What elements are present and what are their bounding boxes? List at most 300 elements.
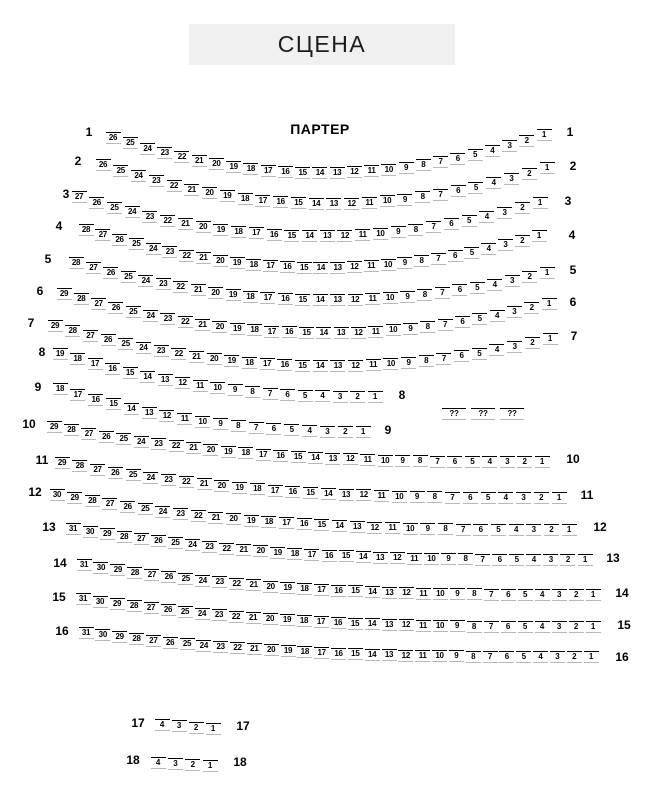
seat-6-4[interactable]: 4 bbox=[490, 310, 505, 322]
seat-11-5[interactable]: 5 bbox=[481, 492, 496, 504]
seat-7-22[interactable]: 22 bbox=[171, 348, 186, 360]
seat-2-8[interactable]: 8 bbox=[415, 191, 430, 203]
seat-9-16[interactable]: 16 bbox=[88, 394, 103, 406]
seat-2-6[interactable]: 6 bbox=[451, 185, 466, 197]
seat-10-6[interactable]: 6 bbox=[447, 456, 462, 468]
seat-2-16[interactable]: 16 bbox=[273, 196, 288, 208]
seat-13-7[interactable]: 7 bbox=[475, 554, 490, 566]
seat-18-2[interactable]: 2 bbox=[185, 759, 200, 771]
seat-12-29[interactable]: 29 bbox=[67, 492, 82, 504]
seat-7-23[interactable]: 23 bbox=[154, 345, 169, 357]
seat-13-8[interactable]: 8 bbox=[458, 553, 473, 565]
seat-9-8[interactable]: 8 bbox=[231, 420, 246, 432]
seat-11-10[interactable]: 10 bbox=[392, 491, 407, 503]
seat-3-6[interactable]: 6 bbox=[444, 218, 459, 230]
seat-8-18[interactable]: 18 bbox=[70, 353, 85, 365]
seat-10-1[interactable]: 1 bbox=[535, 456, 550, 468]
seat-15-18[interactable]: 18 bbox=[297, 615, 312, 627]
seat-13-18[interactable]: 18 bbox=[287, 548, 302, 560]
seat-5-17[interactable]: 17 bbox=[260, 292, 275, 304]
seat-2-15[interactable]: 15 bbox=[291, 197, 306, 209]
seat-7-25[interactable]: 25 bbox=[118, 338, 133, 350]
seat-16-23[interactable]: 23 bbox=[213, 641, 228, 653]
seat-6-3[interactable]: 3 bbox=[507, 306, 522, 318]
seat-2-10[interactable]: 10 bbox=[380, 195, 395, 207]
seat-9-11[interactable]: 11 bbox=[177, 413, 192, 425]
seat-1-10[interactable]: 10 bbox=[381, 164, 396, 176]
seat-11-26[interactable]: 26 bbox=[108, 467, 123, 479]
seat-14-5[interactable]: 5 bbox=[518, 589, 533, 601]
seat-7-5[interactable]: 5 bbox=[472, 348, 487, 360]
seat-1-16[interactable]: 16 bbox=[278, 166, 293, 178]
seat-12-5[interactable]: 5 bbox=[491, 524, 506, 536]
seat-5-26[interactable]: 26 bbox=[103, 267, 118, 279]
seat-4-10[interactable]: 10 bbox=[381, 259, 396, 271]
seat-3-7[interactable]: 7 bbox=[426, 221, 441, 233]
seat-14-19[interactable]: 19 bbox=[280, 582, 295, 594]
seat-15-16[interactable]: 16 bbox=[331, 617, 346, 629]
seat-4-3[interactable]: 3 bbox=[498, 239, 513, 251]
seat-6-2[interactable]: 2 bbox=[524, 302, 539, 314]
seat-9-5[interactable]: 5 bbox=[284, 424, 299, 436]
seat-11-2[interactable]: 2 bbox=[534, 492, 549, 504]
seat-2-19[interactable]: 19 bbox=[220, 190, 235, 202]
seat-5-22[interactable]: 22 bbox=[173, 281, 188, 293]
seat-5-12[interactable]: 12 bbox=[348, 294, 363, 306]
seat-8-3[interactable]: 3 bbox=[333, 391, 348, 403]
seat-4-22[interactable]: 22 bbox=[179, 250, 194, 262]
seat-4-25[interactable]: 25 bbox=[129, 238, 144, 250]
seat-1-20[interactable]: 20 bbox=[209, 158, 224, 170]
seat-4-28[interactable]: 28 bbox=[79, 224, 94, 236]
seat-7-2[interactable]: 2 bbox=[525, 337, 540, 349]
seat-2-20[interactable]: 20 bbox=[202, 187, 217, 199]
seat-13-17[interactable]: 17 bbox=[304, 549, 319, 561]
seat-5-24[interactable]: 24 bbox=[138, 275, 153, 287]
seat-3-27[interactable]: 27 bbox=[72, 191, 87, 203]
seat-16-12[interactable]: 12 bbox=[398, 650, 413, 662]
seat-5-1[interactable]: 1 bbox=[540, 267, 555, 279]
seat-12-11[interactable]: 11 bbox=[385, 522, 400, 534]
seat-15-24[interactable]: 24 bbox=[195, 608, 210, 620]
seat-14-10[interactable]: 10 bbox=[433, 588, 448, 600]
seat-9-3[interactable]: 3 bbox=[320, 426, 335, 438]
seat-2-22[interactable]: 22 bbox=[167, 180, 182, 192]
seat-10-10[interactable]: 10 bbox=[378, 455, 393, 467]
seat-9-18[interactable]: 18 bbox=[53, 383, 68, 395]
seat-16-6[interactable]: 6 bbox=[499, 651, 514, 663]
seat-6-13[interactable]: 13 bbox=[334, 327, 349, 339]
seat-4-27[interactable]: 27 bbox=[95, 229, 110, 241]
seat-3-5[interactable]: 5 bbox=[462, 215, 477, 227]
seat-13-20[interactable]: 20 bbox=[253, 545, 268, 557]
seat-1-13[interactable]: 13 bbox=[330, 167, 345, 179]
seat-8-11[interactable]: 11 bbox=[193, 380, 208, 392]
seat-1-15[interactable]: 15 bbox=[295, 167, 310, 179]
seat-2-18[interactable]: 18 bbox=[238, 193, 253, 205]
seat-3-21[interactable]: 21 bbox=[178, 218, 193, 230]
seat-16-19[interactable]: 19 bbox=[281, 645, 296, 657]
seat-11-7[interactable]: 7 bbox=[445, 492, 460, 504]
seat-unknown-1[interactable]: ?? bbox=[442, 408, 466, 420]
seat-16-24[interactable]: 24 bbox=[196, 640, 211, 652]
seat-5-27[interactable]: 27 bbox=[86, 262, 101, 274]
seat-14-14[interactable]: 14 bbox=[365, 586, 380, 598]
seat-6-14[interactable]: 14 bbox=[316, 327, 331, 339]
seat-1-9[interactable]: 9 bbox=[399, 162, 414, 174]
seat-11-3[interactable]: 3 bbox=[516, 492, 531, 504]
seat-10-16[interactable]: 16 bbox=[273, 450, 288, 462]
seat-4-6[interactable]: 6 bbox=[448, 250, 463, 262]
seat-16-18[interactable]: 18 bbox=[297, 646, 312, 658]
seat-16-25[interactable]: 25 bbox=[180, 638, 195, 650]
seat-2-25[interactable]: 25 bbox=[113, 165, 128, 177]
seat-7-24[interactable]: 24 bbox=[136, 342, 151, 354]
seat-13-19[interactable]: 19 bbox=[270, 547, 285, 559]
seat-5-11[interactable]: 11 bbox=[365, 293, 380, 305]
seat-6-22[interactable]: 22 bbox=[178, 316, 193, 328]
seat-4-14[interactable]: 14 bbox=[313, 262, 328, 274]
seat-4-1[interactable]: 1 bbox=[532, 230, 547, 242]
seat-12-19[interactable]: 19 bbox=[244, 515, 259, 527]
seat-3-17[interactable]: 17 bbox=[249, 227, 264, 239]
seat-14-16[interactable]: 16 bbox=[331, 585, 346, 597]
seat-2-24[interactable]: 24 bbox=[131, 170, 146, 182]
seat-10-2[interactable]: 2 bbox=[517, 456, 532, 468]
seat-11-20[interactable]: 20 bbox=[214, 480, 229, 492]
seat-12-4[interactable]: 4 bbox=[509, 524, 524, 536]
seat-14-7[interactable]: 7 bbox=[484, 589, 499, 601]
seat-14-6[interactable]: 6 bbox=[501, 589, 516, 601]
seat-4-24[interactable]: 24 bbox=[146, 243, 161, 255]
seat-13-22[interactable]: 22 bbox=[219, 543, 234, 555]
seat-13-14[interactable]: 14 bbox=[356, 551, 371, 563]
seat-14-1[interactable]: 1 bbox=[586, 589, 601, 601]
seat-13-2[interactable]: 2 bbox=[560, 554, 575, 566]
seat-14-27[interactable]: 27 bbox=[144, 569, 159, 581]
seat-2-23[interactable]: 23 bbox=[149, 175, 164, 187]
seat-4-21[interactable]: 21 bbox=[196, 252, 211, 264]
seat-3-24[interactable]: 24 bbox=[125, 206, 140, 218]
seat-9-4[interactable]: 4 bbox=[302, 425, 317, 437]
seat-14-9[interactable]: 9 bbox=[450, 588, 465, 600]
seat-11-18[interactable]: 18 bbox=[250, 483, 265, 495]
seat-16-20[interactable]: 20 bbox=[264, 644, 279, 656]
seat-2-9[interactable]: 9 bbox=[397, 194, 412, 206]
seat-7-6[interactable]: 6 bbox=[454, 350, 469, 362]
seat-18-4[interactable]: 4 bbox=[151, 757, 166, 769]
seat-5-25[interactable]: 25 bbox=[121, 271, 136, 283]
seat-15-17[interactable]: 17 bbox=[314, 616, 329, 628]
seat-10-9[interactable]: 9 bbox=[395, 455, 410, 467]
seat-16-26[interactable]: 26 bbox=[163, 637, 178, 649]
seat-7-8[interactable]: 8 bbox=[419, 355, 434, 367]
seat-11-9[interactable]: 9 bbox=[410, 491, 425, 503]
seat-12-30[interactable]: 30 bbox=[50, 489, 65, 501]
seat-15-29[interactable]: 29 bbox=[110, 598, 125, 610]
seat-12-6[interactable]: 6 bbox=[473, 524, 488, 536]
seat-16-30[interactable]: 30 bbox=[95, 629, 110, 641]
seat-8-7[interactable]: 7 bbox=[263, 388, 278, 400]
seat-1-25[interactable]: 25 bbox=[123, 137, 138, 149]
seat-14-24[interactable]: 24 bbox=[195, 575, 210, 587]
seat-1-23[interactable]: 23 bbox=[157, 147, 172, 159]
seat-9-9[interactable]: 9 bbox=[213, 418, 228, 430]
seat-15-31[interactable]: 31 bbox=[76, 593, 91, 605]
seat-11-15[interactable]: 15 bbox=[303, 487, 318, 499]
seat-12-25[interactable]: 25 bbox=[138, 503, 153, 515]
seat-8-14[interactable]: 14 bbox=[140, 371, 155, 383]
seat-5-15[interactable]: 15 bbox=[295, 294, 310, 306]
seat-14-12[interactable]: 12 bbox=[399, 587, 414, 599]
seat-8-13[interactable]: 13 bbox=[158, 374, 173, 386]
seat-14-4[interactable]: 4 bbox=[535, 589, 550, 601]
seat-11-13[interactable]: 13 bbox=[339, 489, 354, 501]
seat-7-27[interactable]: 27 bbox=[83, 330, 98, 342]
seat-4-13[interactable]: 13 bbox=[330, 262, 345, 274]
seat-3-20[interactable]: 20 bbox=[196, 221, 211, 233]
seat-7-4[interactable]: 4 bbox=[489, 344, 504, 356]
seat-7-9[interactable]: 9 bbox=[401, 357, 416, 369]
seat-10-18[interactable]: 18 bbox=[238, 447, 253, 459]
seat-14-28[interactable]: 28 bbox=[127, 567, 142, 579]
seat-7-19[interactable]: 19 bbox=[224, 355, 239, 367]
seat-5-6[interactable]: 6 bbox=[452, 284, 467, 296]
seat-3-8[interactable]: 8 bbox=[408, 224, 423, 236]
seat-5-10[interactable]: 10 bbox=[383, 292, 398, 304]
seat-16-31[interactable]: 31 bbox=[79, 627, 94, 639]
seat-16-29[interactable]: 29 bbox=[112, 631, 127, 643]
seat-4-12[interactable]: 12 bbox=[347, 261, 362, 273]
seat-11-19[interactable]: 19 bbox=[232, 482, 247, 494]
seat-16-5[interactable]: 5 bbox=[516, 651, 531, 663]
seat-6-5[interactable]: 5 bbox=[472, 313, 487, 325]
seat-7-21[interactable]: 21 bbox=[189, 351, 204, 363]
seat-1-14[interactable]: 14 bbox=[312, 167, 327, 179]
seat-13-12[interactable]: 12 bbox=[390, 552, 405, 564]
seat-1-6[interactable]: 6 bbox=[450, 153, 465, 165]
seat-10-21[interactable]: 21 bbox=[186, 442, 201, 454]
seat-5-21[interactable]: 21 bbox=[191, 284, 206, 296]
seat-15-15[interactable]: 15 bbox=[348, 618, 363, 630]
seat-1-5[interactable]: 5 bbox=[468, 149, 483, 161]
seat-10-17[interactable]: 17 bbox=[256, 449, 271, 461]
seat-6-12[interactable]: 12 bbox=[351, 327, 366, 339]
seat-12-22[interactable]: 22 bbox=[191, 510, 206, 522]
seat-11-25[interactable]: 25 bbox=[126, 469, 141, 481]
seat-15-10[interactable]: 10 bbox=[433, 620, 448, 632]
seat-7-16[interactable]: 16 bbox=[277, 359, 292, 371]
seat-16-1[interactable]: 1 bbox=[584, 651, 599, 663]
seat-10-19[interactable]: 19 bbox=[221, 446, 236, 458]
seat-7-12[interactable]: 12 bbox=[348, 360, 363, 372]
seat-18-1[interactable]: 1 bbox=[203, 760, 218, 772]
seat-10-8[interactable]: 8 bbox=[413, 455, 428, 467]
seat-13-26[interactable]: 26 bbox=[151, 535, 166, 547]
seat-5-4[interactable]: 4 bbox=[487, 279, 502, 291]
seat-4-16[interactable]: 16 bbox=[280, 261, 295, 273]
seat-unknown-2[interactable]: ?? bbox=[471, 408, 495, 420]
seat-3-25[interactable]: 25 bbox=[107, 202, 122, 214]
seat-6-9[interactable]: 9 bbox=[403, 323, 418, 335]
seat-6-11[interactable]: 11 bbox=[368, 326, 383, 338]
seat-13-27[interactable]: 27 bbox=[134, 533, 149, 545]
seat-15-8[interactable]: 8 bbox=[467, 621, 482, 633]
seat-13-31[interactable]: 31 bbox=[66, 523, 81, 535]
seat-11-22[interactable]: 22 bbox=[179, 476, 194, 488]
seat-15-28[interactable]: 28 bbox=[127, 600, 142, 612]
seat-8-1[interactable]: 1 bbox=[368, 391, 383, 403]
seat-12-13[interactable]: 13 bbox=[350, 521, 365, 533]
seat-7-1[interactable]: 1 bbox=[543, 333, 558, 345]
seat-11-12[interactable]: 12 bbox=[356, 489, 371, 501]
seat-14-2[interactable]: 2 bbox=[569, 589, 584, 601]
seat-2-14[interactable]: 14 bbox=[309, 198, 324, 210]
seat-6-20[interactable]: 20 bbox=[212, 321, 227, 333]
seat-6-29[interactable]: 29 bbox=[57, 288, 72, 300]
seat-7-14[interactable]: 14 bbox=[313, 360, 328, 372]
seat-12-21[interactable]: 21 bbox=[208, 512, 223, 524]
seat-17-2[interactable]: 2 bbox=[189, 722, 204, 734]
seat-18-3[interactable]: 3 bbox=[168, 758, 183, 770]
seat-10-26[interactable]: 26 bbox=[99, 431, 114, 443]
seat-8-6[interactable]: 6 bbox=[280, 389, 295, 401]
seat-2-4[interactable]: 4 bbox=[486, 177, 501, 189]
seat-14-17[interactable]: 17 bbox=[314, 584, 329, 596]
seat-6-24[interactable]: 24 bbox=[143, 310, 158, 322]
seat-5-3[interactable]: 3 bbox=[505, 275, 520, 287]
seat-13-5[interactable]: 5 bbox=[509, 554, 524, 566]
seat-16-11[interactable]: 11 bbox=[415, 650, 430, 662]
seat-16-16[interactable]: 16 bbox=[331, 648, 346, 660]
seat-14-23[interactable]: 23 bbox=[212, 576, 227, 588]
seat-8-16[interactable]: 16 bbox=[105, 363, 120, 375]
seat-17-4[interactable]: 4 bbox=[155, 719, 170, 731]
seat-9-7[interactable]: 7 bbox=[249, 422, 264, 434]
seat-11-8[interactable]: 8 bbox=[427, 491, 442, 503]
seat-2-13[interactable]: 13 bbox=[326, 198, 341, 210]
seat-15-22[interactable]: 22 bbox=[229, 611, 244, 623]
seat-13-29[interactable]: 29 bbox=[100, 528, 115, 540]
seat-14-18[interactable]: 18 bbox=[297, 583, 312, 595]
seat-3-13[interactable]: 13 bbox=[320, 230, 335, 242]
seat-1-24[interactable]: 24 bbox=[140, 143, 155, 155]
seat-7-7[interactable]: 7 bbox=[436, 353, 451, 365]
seat-10-15[interactable]: 15 bbox=[291, 451, 306, 463]
seat-10-25[interactable]: 25 bbox=[116, 433, 131, 445]
seat-10-12[interactable]: 12 bbox=[343, 453, 358, 465]
seat-11-1[interactable]: 1 bbox=[552, 492, 567, 504]
seat-10-28[interactable]: 28 bbox=[64, 424, 79, 436]
seat-12-7[interactable]: 7 bbox=[456, 524, 471, 536]
seat-unknown-3[interactable]: ?? bbox=[500, 408, 524, 420]
seat-11-29[interactable]: 29 bbox=[55, 457, 70, 469]
seat-4-2[interactable]: 2 bbox=[515, 235, 530, 247]
seat-9-13[interactable]: 13 bbox=[142, 407, 157, 419]
seat-12-1[interactable]: 1 bbox=[562, 524, 577, 536]
seat-6-27[interactable]: 27 bbox=[91, 298, 106, 310]
seat-7-26[interactable]: 26 bbox=[101, 334, 116, 346]
seat-2-21[interactable]: 21 bbox=[184, 184, 199, 196]
seat-6-1[interactable]: 1 bbox=[542, 298, 557, 310]
seat-6-7[interactable]: 7 bbox=[438, 319, 453, 331]
seat-5-9[interactable]: 9 bbox=[400, 291, 415, 303]
seat-15-6[interactable]: 6 bbox=[501, 621, 516, 633]
seat-4-9[interactable]: 9 bbox=[397, 257, 412, 269]
seat-3-15[interactable]: 15 bbox=[284, 230, 299, 242]
seat-13-21[interactable]: 21 bbox=[236, 544, 251, 556]
seat-3-18[interactable]: 18 bbox=[231, 226, 246, 238]
seat-1-3[interactable]: 3 bbox=[502, 140, 517, 152]
seat-4-11[interactable]: 11 bbox=[364, 260, 379, 272]
seat-10-29[interactable]: 29 bbox=[47, 421, 62, 433]
seat-12-10[interactable]: 10 bbox=[403, 523, 418, 535]
seat-15-11[interactable]: 11 bbox=[416, 620, 431, 632]
seat-4-5[interactable]: 5 bbox=[464, 247, 479, 259]
seat-11-24[interactable]: 24 bbox=[143, 472, 158, 484]
seat-1-7[interactable]: 7 bbox=[433, 156, 448, 168]
seat-8-10[interactable]: 10 bbox=[210, 382, 225, 394]
seat-7-20[interactable]: 20 bbox=[207, 353, 222, 365]
seat-1-26[interactable]: 26 bbox=[106, 132, 121, 144]
seat-9-17[interactable]: 17 bbox=[70, 389, 85, 401]
seat-6-6[interactable]: 6 bbox=[455, 316, 470, 328]
seat-6-26[interactable]: 26 bbox=[108, 302, 123, 314]
seat-4-20[interactable]: 20 bbox=[213, 255, 228, 267]
seat-12-2[interactable]: 2 bbox=[544, 524, 559, 536]
seat-3-14[interactable]: 14 bbox=[302, 230, 317, 242]
seat-6-28[interactable]: 28 bbox=[74, 293, 89, 305]
seat-10-5[interactable]: 5 bbox=[465, 456, 480, 468]
seat-13-11[interactable]: 11 bbox=[407, 553, 422, 565]
seat-16-27[interactable]: 27 bbox=[146, 635, 161, 647]
seat-13-3[interactable]: 3 bbox=[543, 554, 558, 566]
seat-12-17[interactable]: 17 bbox=[279, 517, 294, 529]
seat-8-15[interactable]: 15 bbox=[123, 367, 138, 379]
seat-13-28[interactable]: 28 bbox=[117, 531, 132, 543]
seat-4-19[interactable]: 19 bbox=[230, 257, 245, 269]
seat-6-18[interactable]: 18 bbox=[247, 324, 262, 336]
seat-1-8[interactable]: 8 bbox=[416, 159, 431, 171]
seat-7-10[interactable]: 10 bbox=[383, 358, 398, 370]
seat-15-19[interactable]: 19 bbox=[280, 614, 295, 626]
seat-15-27[interactable]: 27 bbox=[144, 602, 159, 614]
seat-12-28[interactable]: 28 bbox=[85, 495, 100, 507]
seat-11-21[interactable]: 21 bbox=[197, 478, 212, 490]
seat-11-23[interactable]: 23 bbox=[161, 474, 176, 486]
seat-7-28[interactable]: 28 bbox=[65, 325, 80, 337]
seat-3-16[interactable]: 16 bbox=[267, 229, 282, 241]
seat-7-15[interactable]: 15 bbox=[295, 360, 310, 372]
seat-6-23[interactable]: 23 bbox=[160, 313, 175, 325]
seat-8-17[interactable]: 17 bbox=[88, 358, 103, 370]
seat-8-12[interactable]: 12 bbox=[175, 377, 190, 389]
seat-14-30[interactable]: 30 bbox=[93, 562, 108, 574]
seat-3-2[interactable]: 2 bbox=[515, 202, 530, 214]
seat-12-9[interactable]: 9 bbox=[420, 523, 435, 535]
seat-13-25[interactable]: 25 bbox=[168, 537, 183, 549]
seat-4-18[interactable]: 18 bbox=[246, 259, 261, 271]
seat-13-9[interactable]: 9 bbox=[441, 553, 456, 565]
seat-7-13[interactable]: 13 bbox=[330, 360, 345, 372]
seat-3-10[interactable]: 10 bbox=[373, 228, 388, 240]
seat-3-22[interactable]: 22 bbox=[160, 215, 175, 227]
seat-2-26[interactable]: 26 bbox=[96, 159, 111, 171]
seat-1-19[interactable]: 19 bbox=[226, 161, 241, 173]
seat-15-25[interactable]: 25 bbox=[178, 606, 193, 618]
seat-14-21[interactable]: 21 bbox=[246, 579, 261, 591]
seat-12-12[interactable]: 12 bbox=[367, 522, 382, 534]
